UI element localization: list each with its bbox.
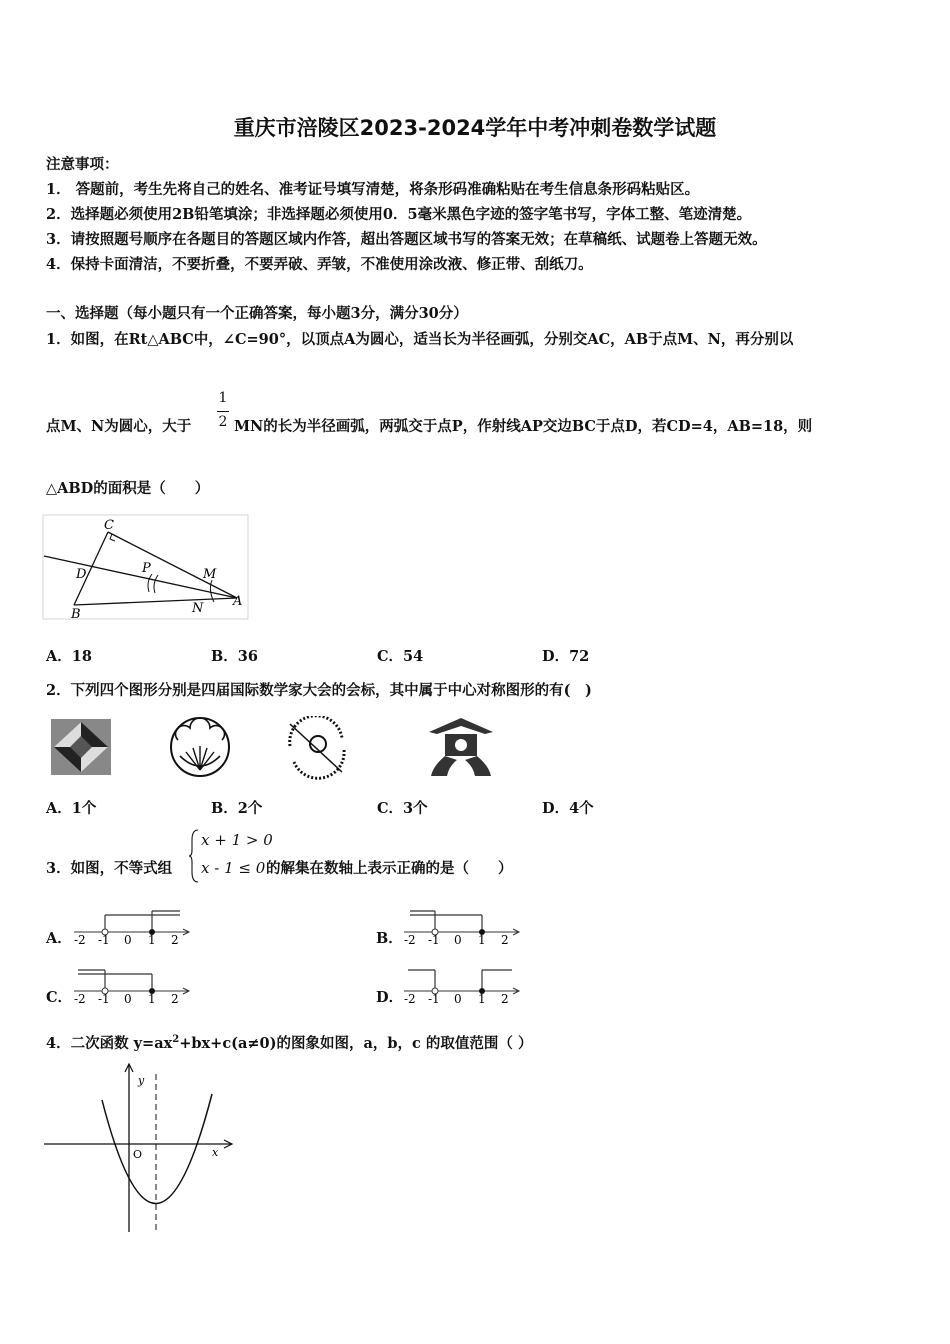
q3c-tick-2: 2: [171, 992, 179, 1005]
q3b-tick-2: 2: [501, 933, 509, 946]
q1-label-a: A: [233, 594, 243, 609]
q3-option-a-numberline[interactable]: [70, 906, 195, 946]
q3-option-c-label[interactable]: C．: [46, 989, 73, 1006]
q1-line1: 1．如图，在Rt△ABC中，∠C=90°，以顶点A为圆心，适当长为半径画弧，分别交AC，AB于点M、N，再分别以: [46, 331, 794, 348]
q3c-tick-m2: -2: [74, 992, 86, 1005]
q3d-tick-m1: -1: [428, 992, 440, 1005]
q4-text-post: +bx+c(a≠0)的图象如图，a，b，c 的取值范围（ ）: [179, 1035, 533, 1052]
section-heading: 一、选择题（每小题只有一个正确答案，每小题3分，满分30分）: [46, 305, 468, 322]
q2-logo4-roof: [429, 718, 493, 734]
q1-line3: △ABD的面积是（ ）: [46, 480, 210, 497]
q1-label-d: D: [76, 567, 87, 582]
q1-label-b: B: [71, 607, 81, 622]
q2-logo3-arc2: [294, 750, 344, 778]
q2-logo4-leg-left: [431, 756, 457, 776]
q3-brace-path: [189, 830, 198, 882]
q4-superscript: 2: [172, 1034, 180, 1046]
q1-arc-p1: [148, 574, 152, 592]
q3d-tick-2: 2: [501, 992, 509, 1005]
q3-option-d-numberline[interactable]: [400, 965, 525, 1005]
q3-brace: [188, 828, 200, 884]
q2-option-d[interactable]: D．4个: [542, 800, 594, 817]
notice-item-4: 4．保持卡面清洁，不要折叠，不要弄破、弄皱，不准使用涂改液、修正带、刮纸刀。: [46, 256, 593, 273]
q2-option-c[interactable]: C．3个: [377, 800, 428, 817]
q3d-tick-m2: -2: [404, 992, 416, 1005]
q3c-tick-0: 0: [124, 992, 132, 1005]
q3c-tick-1: 1: [148, 992, 156, 1005]
q3a-tick-m2: -2: [74, 933, 86, 946]
q3b-tick-0: 0: [454, 933, 462, 946]
q1-label-n: N: [192, 601, 204, 616]
q1-frac-numerator: 1: [218, 390, 228, 406]
q2-logo-1: [50, 718, 112, 776]
q1-frac-bar: [217, 411, 229, 412]
q2-text: 2．下列四个图形分别是四届国际数学家大会的会标，其中属于中心对称图形的有( ): [46, 682, 592, 699]
q2-option-b[interactable]: B．2个: [211, 800, 263, 817]
q3-option-b-numberline[interactable]: [400, 906, 525, 946]
q3b-tick-1: 1: [478, 933, 486, 946]
q1-arc-p2: [154, 575, 158, 593]
q2-logo-2: [168, 716, 232, 778]
q3-inequality-1: x + 1 > 0: [201, 831, 273, 849]
q3d-tick-0: 0: [454, 992, 462, 1005]
q3a-tick-1: 1: [148, 933, 156, 946]
q3-text-post: 的解集在数轴上表示正确的是（ ）: [266, 860, 513, 877]
q3b-tick-m1: -1: [428, 933, 440, 946]
q2-logo2-scallops: [176, 718, 225, 740]
notice-item-1: 1． 答题前，考生先将自己的姓名、准考证号填写清楚，将条形码准确粘贴在考生信息条形码粘贴区。: [46, 181, 700, 198]
q3-option-b-label[interactable]: B．: [376, 930, 403, 947]
q1-label-c: C: [104, 518, 114, 533]
q1-label-p: P: [142, 561, 151, 576]
q1-option-b[interactable]: B．36: [211, 648, 258, 665]
q4-parabola-curve: [102, 1094, 212, 1204]
q4-text: [46, 1032, 532, 1053]
q3-option-a-label[interactable]: A．: [46, 930, 72, 947]
q1-frac-denominator: 2: [218, 414, 228, 430]
q3a-tick-2: 2: [171, 933, 179, 946]
q1-triangle-figure: [40, 512, 252, 624]
q4-origin-label: O: [133, 1148, 143, 1161]
q3-option-c-numberline[interactable]: [70, 965, 195, 1005]
q3-text-pre: 3．如图，不等式组: [46, 860, 173, 877]
q1-label-m: M: [203, 567, 217, 582]
q2-option-a[interactable]: A．1个: [46, 800, 97, 817]
q1-option-a[interactable]: A．18: [46, 648, 92, 665]
q2-logo-3: [284, 716, 350, 780]
q4-axis-label-x: x: [212, 1146, 219, 1159]
q2-logo3-line: [290, 724, 342, 772]
q4-parabola-figure: [40, 1060, 240, 1236]
q3d-tick-1: 1: [478, 992, 486, 1005]
page-title: 重庆市涪陵区2023-2024学年中考冲刺卷数学试题: [233, 116, 717, 140]
q3a-tick-m1: -1: [98, 933, 110, 946]
q3a-tick-0: 0: [124, 933, 132, 946]
notice-item-2: 2．选择题必须使用2B铅笔填涂；非选择题必须使用0．5毫米黑色字迹的签字笔书写，字体工整、笔迹清楚。: [46, 206, 752, 223]
q1-side-ca: [108, 532, 237, 598]
q1-option-c[interactable]: C．54: [377, 648, 424, 665]
q1-line2-post: MN的长为半径画弧，两弧交于点P，作射线AP交边BC于点D，若CD=4，AB=18，则: [234, 418, 813, 435]
q2-logo-4: [427, 716, 495, 778]
q4-text-pre: 4．二次函数 y=ax: [46, 1035, 173, 1052]
q3c-tick-m1: -1: [98, 992, 110, 1005]
q2-logo4-leg-right: [465, 756, 491, 776]
q4-axis-label-y: y: [138, 1074, 145, 1087]
q3b-tick-m2: -2: [404, 933, 416, 946]
q3-option-d-label[interactable]: D．: [376, 989, 404, 1006]
q1-line2-pre: 点M、N为圆心，大于: [46, 418, 192, 435]
notice-item-3: 3．请按照题号顺序在各题目的答题区域内作答，超出答题区域书写的答案无效；在草稿纸、试题卷上答题无效。: [46, 231, 767, 248]
q2-logo4-eye: [455, 739, 467, 751]
q3-inequality-2: x - 1 ≤ 0: [201, 859, 266, 877]
notice-heading: 注意事项：: [46, 156, 119, 173]
q1-option-d[interactable]: D．72: [542, 648, 590, 665]
